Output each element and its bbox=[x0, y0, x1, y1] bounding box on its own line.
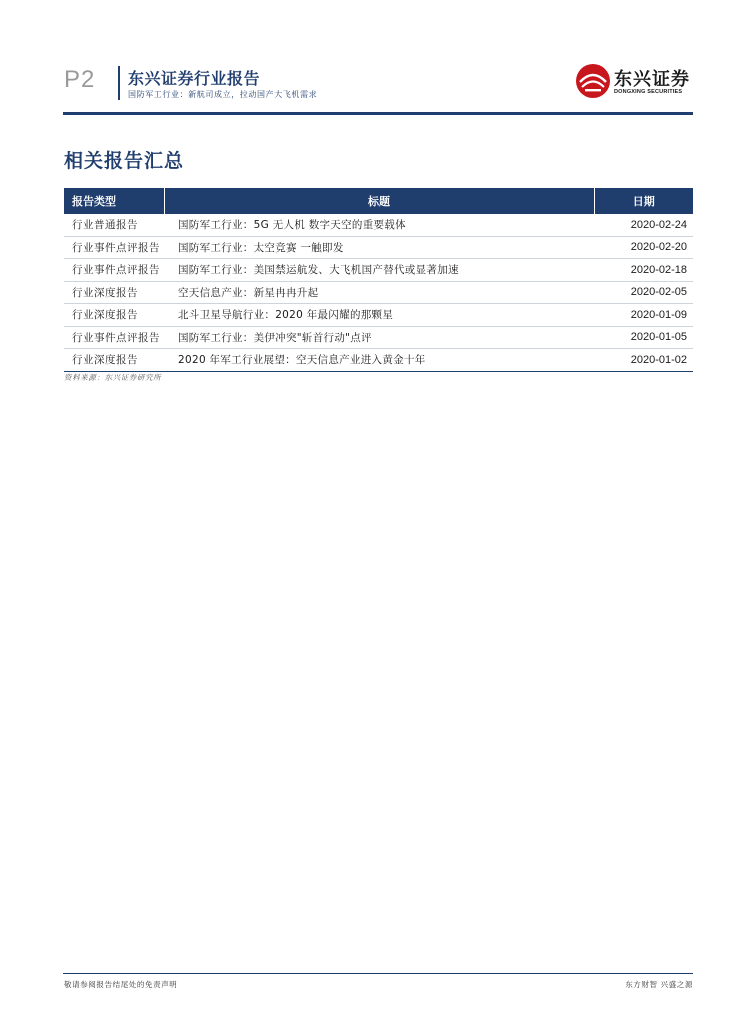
report-title-cell: 国防军工行业：美伊冲突"斩首行动"点评 bbox=[164, 326, 594, 349]
logo-company-name-en: DONGXING SECURITIES bbox=[614, 89, 683, 95]
report-date-cell: 2020-02-05 bbox=[594, 281, 693, 304]
company-slogan: 东方财智 兴盛之源 bbox=[625, 980, 693, 989]
report-type-cell: 行业事件点评报告 bbox=[64, 236, 164, 259]
table-row bbox=[64, 259, 693, 282]
report-type-cell: 行业深度报告 bbox=[64, 349, 164, 372]
page-number: P2 bbox=[64, 66, 96, 93]
table-row bbox=[64, 304, 693, 327]
logo-mark-icon bbox=[574, 62, 612, 100]
report-type-cell: 行业深度报告 bbox=[64, 281, 164, 304]
table-row bbox=[64, 281, 693, 304]
report-type-cell: 行业普通报告 bbox=[64, 214, 164, 236]
section-title: 相关报告汇总 bbox=[64, 150, 185, 172]
company-logo bbox=[574, 62, 694, 102]
report-series-title: 东兴证券行业报告 bbox=[128, 69, 261, 88]
table-row bbox=[64, 326, 693, 349]
report-title-cell: 2020 年军工行业展望：空天信息产业进入黄金十年 bbox=[164, 349, 594, 372]
report-title-cell: 国防军工行业：太空竞赛 一触即发 bbox=[164, 236, 594, 259]
report-date-cell: 2020-02-24 bbox=[594, 214, 693, 236]
report-date-cell: 2020-01-05 bbox=[594, 326, 693, 349]
table-row bbox=[64, 214, 693, 236]
report-title-cell: 空天信息产业：新星冉冉升起 bbox=[164, 281, 594, 304]
header-divider bbox=[118, 66, 120, 100]
column-header-type: 报告类型 bbox=[64, 188, 164, 214]
table-header-row bbox=[64, 188, 693, 214]
report-type-cell: 行业事件点评报告 bbox=[64, 259, 164, 282]
logo-company-name: 东兴证券 bbox=[614, 69, 690, 90]
report-title-cell: 国防军工行业：美国禁运航发、大飞机国产替代或显著加速 bbox=[164, 259, 594, 282]
report-type-cell: 行业事件点评报告 bbox=[64, 326, 164, 349]
report-title-cell: 国防军工行业：5G 无人机 数字天空的重要载体 bbox=[164, 214, 594, 236]
table-row bbox=[64, 236, 693, 259]
report-date-cell: 2020-01-02 bbox=[594, 349, 693, 372]
related-reports-table bbox=[64, 188, 693, 372]
header-rule bbox=[63, 112, 693, 115]
table-row bbox=[64, 349, 693, 372]
footer-rule bbox=[63, 973, 693, 974]
column-header-title: 标题 bbox=[164, 188, 594, 214]
report-date-cell: 2020-01-09 bbox=[594, 304, 693, 327]
disclaimer-note: 敬请参阅报告结尾处的免责声明 bbox=[64, 980, 178, 989]
report-date-cell: 2020-02-20 bbox=[594, 236, 693, 259]
report-subtitle: 国防军工行业：新航司成立，拉动国产大飞机需求 bbox=[128, 90, 318, 99]
source-note: 资料来源：东兴证券研究所 bbox=[64, 373, 162, 382]
report-type-cell: 行业深度报告 bbox=[64, 304, 164, 327]
report-title-cell: 北斗卫星导航行业：2020 年最闪耀的那颗星 bbox=[164, 304, 594, 327]
column-header-date: 日期 bbox=[594, 188, 693, 214]
report-date-cell: 2020-02-18 bbox=[594, 259, 693, 282]
